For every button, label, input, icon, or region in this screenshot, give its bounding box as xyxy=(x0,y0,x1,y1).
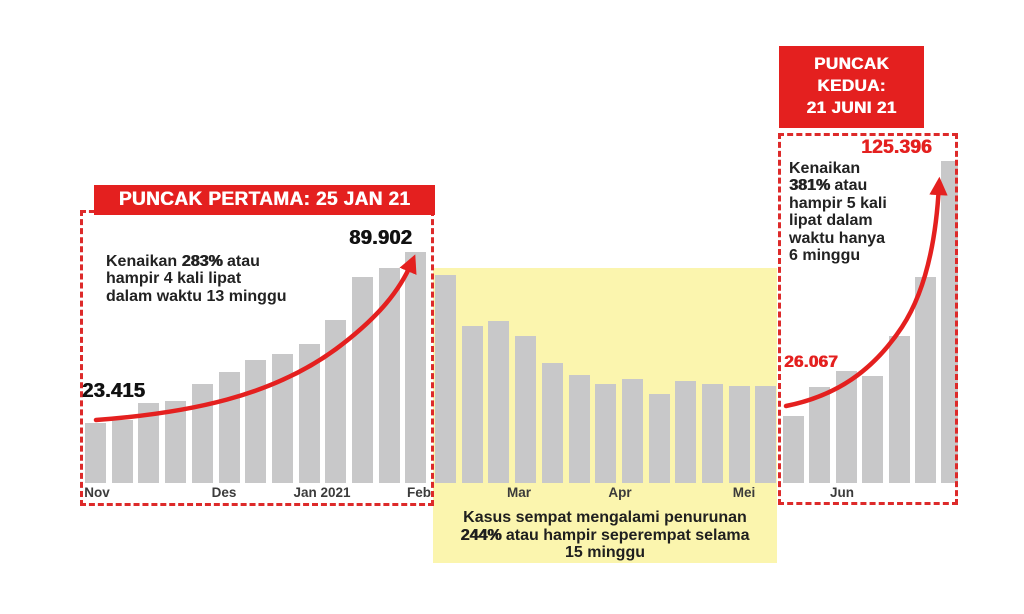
axis-label-month: Des xyxy=(211,485,237,500)
decline-caption xyxy=(433,509,777,562)
start-value-label: 23.415 xyxy=(82,380,145,402)
note-line: lipat dalam xyxy=(789,212,873,230)
axis-label-month: Apr xyxy=(608,485,632,500)
note-line: Kenaikan xyxy=(789,160,861,177)
second-peak-banner-line: 21 JUNI 21 xyxy=(806,98,897,117)
second-peak-banner xyxy=(779,46,924,128)
note-line: waktu hanya xyxy=(789,229,886,247)
second-peak-value-label: 125.396 xyxy=(861,137,932,158)
note-line: 6 minggu xyxy=(789,247,861,265)
caption-line: 244% atau hampir seperempat selama xyxy=(460,526,750,544)
note-line: hampir 4 kali lipat xyxy=(106,270,242,288)
second-peak-banner-line: PUNCAK xyxy=(813,54,890,73)
caption-line: Kasus sempat mengalami penurunan xyxy=(463,509,747,526)
note-line: 381% atau xyxy=(789,177,868,195)
note-line: hampir 5 kali xyxy=(789,194,887,212)
axis-label-month: Nov xyxy=(84,485,110,500)
axis-label-month: Jan 2021 xyxy=(293,485,351,500)
axis-label-month: Mar xyxy=(506,485,531,500)
note-line: dalam waktu 13 minggu xyxy=(106,287,287,305)
axis-label-month: Feb xyxy=(406,485,431,500)
note-line: Kenaikan 283% atau xyxy=(106,253,260,270)
first-peak-value-label: 89.902 xyxy=(349,227,412,249)
caption-line: 15 minggu xyxy=(564,544,645,561)
second-start-value-label: 26.067 xyxy=(784,352,838,371)
axis-label-month: Mei xyxy=(732,485,756,500)
second-peak-banner-line: KEDUA: xyxy=(817,76,886,95)
first-peak-banner: PUNCAK PERTAMA: 25 JAN 21 xyxy=(94,185,435,215)
axis-label-month: Jun xyxy=(829,485,854,500)
